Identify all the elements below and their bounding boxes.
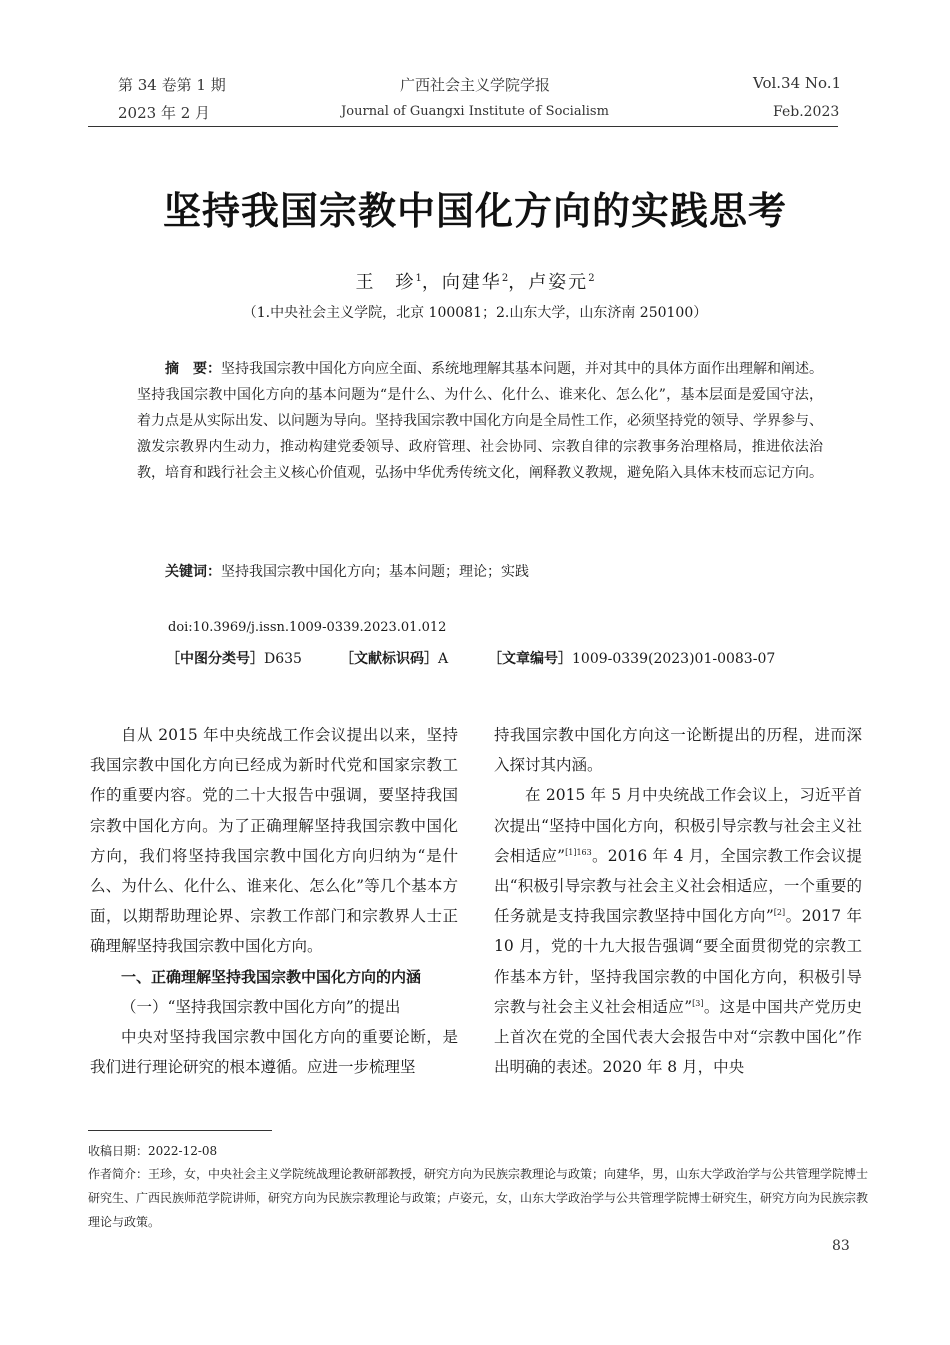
document-code-label: ［文献标识码］ bbox=[340, 651, 438, 667]
body-paragraph: 中央对坚持我国宗教中国化方向的重要论断，是我们进行理论研究的根本遵循。应进一步梳理坚 bbox=[90, 1028, 458, 1077]
citation-ref[interactable]: [2] bbox=[773, 908, 786, 918]
clc-label: ［中图分类号］ bbox=[166, 651, 264, 667]
journal-date-en: Feb.2023 bbox=[773, 104, 840, 120]
journal-volume-en: Vol.34 No.1 bbox=[753, 74, 842, 92]
body-paragraph: 自从 2015 年中央统战工作会议提出以来，坚持我国宗教中国化方向已经成为新时代党和国家宗教工作的重要内容。党的二十大报告中强调，要坚持我国宗教中国化方向。为了正确理解坚持我国宗教中国化方向，我们将坚持我国宗教中国化方向归纳为“是什么、为什么、化什么、谁来化、怎么化”等几个基本方面，以期帮助理论界、宗教工作部门和宗教界人士正确理解坚持我国宗教中国化方向。 bbox=[90, 726, 458, 956]
author-name: 向建华 bbox=[441, 272, 502, 293]
body-text: 。这是中国共产党历史上首次在党的全国代表大会报告中对“宗教中国化”作出明确的表述。2020 年 8 月，中央 bbox=[494, 997, 862, 1077]
body-paragraph bbox=[494, 780, 862, 1082]
received-date: 收稿日期：2022-12-08 bbox=[88, 1144, 218, 1158]
keywords-text: 坚持我国宗教中国化方向；基本问题；理论；实践 bbox=[221, 564, 529, 580]
abstract-label: 摘 要： bbox=[165, 361, 221, 377]
author-name: 卢姿元 bbox=[528, 272, 589, 293]
article-number bbox=[488, 648, 775, 668]
abstract-text: 坚持我国宗教中国化方向应全面、系统地理解其基本问题，并对其中的具体方面作出理解和阐述。坚持我国宗教中国化方向的基本问题为“是什么、为什么、化什么、谁来化、怎么化”，基本层面是爱国守法，着力点是从实际出发、以问题为导向。坚持我国宗教中国化方向是全局性工作，必须坚持党的领导、学界参与、激发宗教界内生动力，推动构建党委领导、政府管理、社会协同、宗教自律的宗教事务治理格局，推进依法治教，培育和践行社会主义核心价值观，弘扬中华优秀传统文化，阐释教义教规，避免陷入具体末枝而忘记方向。 bbox=[137, 361, 823, 481]
doi: doi:10.3969/j.issn.1009-0339.2023.01.012 bbox=[168, 620, 447, 635]
section-heading: 一、正确理解坚持我国宗教中国化方向的内涵 bbox=[121, 967, 422, 986]
body-paragraph-continued: 持我国宗教中国化方向这一论断提出的历程，进而深入探讨其内涵。 bbox=[494, 726, 862, 775]
article-title: 坚持我国宗教中国化方向的实践思考 bbox=[162, 189, 787, 233]
journal-title-cn: 广西社会主义学院学报 bbox=[399, 76, 550, 94]
author-affiliation: （1.中央社会主义学院，北京 100081；2.山东大学，山东济南 250100） bbox=[242, 305, 708, 321]
keywords bbox=[165, 561, 529, 581]
author-affil-mark: 2 bbox=[588, 273, 595, 284]
author-affil-mark: 1 bbox=[415, 273, 422, 284]
journal-date-cn: 2023 年 2 月 bbox=[118, 104, 211, 122]
article-number-label: ［文章编号］ bbox=[488, 651, 572, 667]
body-text: 在 2015 年 5 月中央统战工作会议上，习近平首次提出“坚持中国化方向，积极引导宗教与社会主义社会相适应” bbox=[494, 786, 862, 865]
journal-volume-issue: 第 34 卷第 1 期 bbox=[118, 76, 226, 94]
page-number: 83 bbox=[832, 1238, 850, 1254]
journal-title-en: Journal of Guangxi Institute of Socialism bbox=[341, 104, 609, 119]
citation-ref[interactable]: [1]163 bbox=[565, 847, 592, 857]
document-code bbox=[340, 648, 448, 668]
body-text: 。2016 年 4 月，全国宗教工作会议提出“积极引导宗教与社会主义社会相适应，一个重要的任务就是支持我国宗教坚持中国化方向” bbox=[494, 846, 862, 926]
clc-value: D635 bbox=[264, 651, 302, 667]
author-name: 王 珍 bbox=[355, 272, 416, 293]
document-code-value: A bbox=[438, 651, 449, 667]
article-number-value: 1009-0339(2023)01-0083-07 bbox=[572, 651, 776, 667]
author-affil-mark: 2 bbox=[501, 273, 509, 284]
keywords-label: 关键词： bbox=[165, 564, 221, 580]
author-line bbox=[0, 268, 950, 294]
body-text: 。2017 年 10 月，党的十九大报告强调“要全面贯彻党的宗教工作基本方针，坚持我国宗教的中国化方向，积极引导宗教与社会主义社会相适应” bbox=[494, 907, 862, 1016]
author-separator: ， bbox=[421, 272, 442, 293]
footnote-rule bbox=[88, 1130, 272, 1131]
author-separator: ， bbox=[508, 272, 529, 293]
clc-number bbox=[166, 648, 302, 668]
author-bio: 作者简介：王珍，女，中央社会主义学院统战理论教研部教授，研究方向为民族宗教理论与政策；向建华，男，山东大学政治学与公共管理学院博士研究生、广西民族师范学院讲师，研究方向为民族宗教理论与政策；卢姿元，女，山东大学政治学与公共管理学院博士研究生，研究方向为民族宗教理论与政策。 bbox=[88, 1167, 869, 1229]
body-left-column bbox=[90, 720, 458, 1082]
abstract bbox=[137, 356, 823, 486]
subsection-heading: （一）“坚持我国宗教中国化方向”的提出 bbox=[121, 997, 401, 1016]
citation-ref[interactable]: [3] bbox=[692, 998, 704, 1008]
header-rule bbox=[88, 126, 838, 127]
body-right-column bbox=[494, 720, 862, 1082]
